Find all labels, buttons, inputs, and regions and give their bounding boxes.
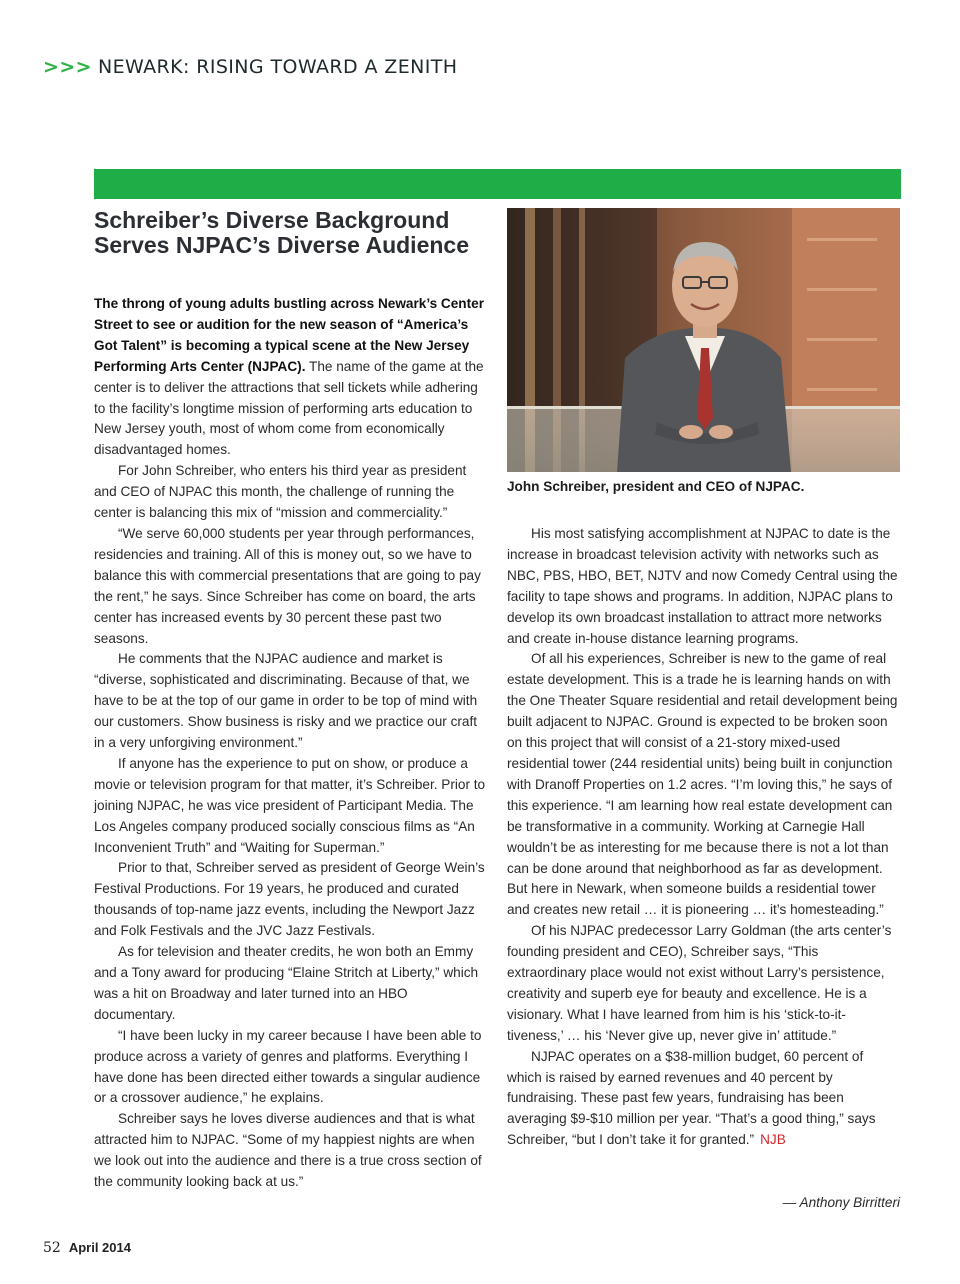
paragraph: “We serve 60,000 students per year through performances, residencies and training. All of this is money out, so we have to balance this with commercial presentations that are going to pay the rent,” he says. Since Schreiber has come on board, the arts center has increased events by 30 percent these past two seasons.	[94, 525, 481, 646]
page-number: 52	[43, 1240, 61, 1256]
paragraph: He comments that the NJPAC audience and market is “diverse, sophisticated and discriminating. Because of that, we have to be at the top of our game in order to be top of mind with our customers. Show business is risky and we practice our craft in a very unforgiving environment.”	[94, 651, 478, 751]
paragraph: Prior to that, Schreiber served as president of George Wein’s Festival Productions. For 19 years, he produced and curated thousands of top-name jazz events, including the Newport Jazz and Folk Festivals and the JVC Jazz Festivals.	[94, 860, 485, 939]
section-title: NEWARK: RISING TOWARD A ZENITH	[97, 56, 458, 78]
right-column	[507, 524, 901, 1151]
paragraph: “I have been lucky in my career because I have been able to produce across a variety of genres and platforms. Everything I have done has been directed either towards a singular audience or a crossover audience,” he explains.	[94, 1027, 482, 1106]
headline-line-2: Serves NJPAC’s Diverse Audience	[94, 232, 469, 258]
article-headline	[94, 208, 494, 258]
accent-bar	[94, 169, 901, 199]
final-paragraph-text: NJPAC operates on a $38-million budget, 60 percent of which is raised by earned revenues and 40 percent by fundraising. These past few years, fundraising has been averaging $9-$10 million per year. “That’s a good thing,” says Schreiber, “but I don’t take it for granted.”	[507, 1048, 876, 1148]
headline-line-1: Schreiber’s Diverse Background	[94, 207, 450, 233]
paragraph: His most satisfying accomplishment at NJPAC to date is the increase in broadcast television activity with networks such as NBC, PBS, HBO, BET, NJTV and now Comedy Central using the facility to tape shows and programs. In addition, NJPAC plans to develop its own broadcast installation to attract more networks and create in-house distance learning programs.	[507, 526, 898, 646]
portrait-photo	[507, 208, 900, 472]
end-mark: NJB	[760, 1132, 786, 1148]
photo-caption: John Schreiber, president and CEO of NJPAC.	[507, 479, 805, 494]
paragraph: Schreiber says he loves diverse audiences and that is what attracted him to NJPAC. “Some of my happiest nights are when we look out into the audience and there is a true cross section of the community looking back at us.”	[94, 1111, 482, 1190]
section-marker: >>>	[43, 56, 92, 78]
lead-sentence: The throng of young adults bustling across Newark’s Center Street to see or audition for the new season of “America’s Got Talent” is becoming a typical scene at the New Jersey Performing Arts Center (NJPAC).	[94, 296, 484, 374]
paragraph: Of all his experiences, Schreiber is new to the game of real estate development. This is a trade he is learning hands on with the One Theater Square residential and retail development being built adjacent to NJPAC. Ground is expected to be broken soon on this project that will consist of a 21-story mixed-used residential tower (244 residential units) being built in conjunction with Dranoff Properties on 1.2 acres. “I’m loving this,” he says of this experience. “I am learning how real estate development can be transformative in a community. Working at Carnegie Hall wouldn’t be as interesting for me because there is not a lot than can be done around that neighborhood as far as development. But here in Newark, when someone builds a residential tower and creates new retail … it is pioneering … it’s homesteading.”	[507, 651, 898, 918]
paragraph: For John Schreiber, who enters his third year as president and CEO of NJPAC this month, the challenge of running the center is balancing this mix of “mission and commerciality.”	[94, 463, 467, 521]
section-header	[43, 56, 457, 78]
lead-paragraph-rest: The name of the game at the center is to deliver the attractions that sell tickets while adhering to the facility’s longtime mission of performing arts education to New Jersey youth, most of whom come from economically disadvantaged homes.	[94, 358, 484, 458]
paragraph: As for television and theater credits, he won both an Emmy and a Tony award for producing “Elaine Stritch at Liberty,” which was a hit on Broadway and later turned into an HBO documentary.	[94, 944, 479, 1022]
author-byline: — Anthony Birritteri	[782, 1195, 900, 1210]
left-column	[94, 294, 488, 1193]
page-footer	[43, 1240, 131, 1256]
lead-paragraph	[94, 294, 488, 461]
portrait-illustration	[507, 208, 900, 472]
final-paragraph	[507, 1047, 901, 1152]
issue-date: April 2014	[68, 1240, 131, 1255]
paragraph: If anyone has the experience to put on show, or produce a movie or television program for that matter, it’s Schreiber. Prior to joining NJPAC, he was vice president of Participant Media. The Los Angeles company produced socially conscious films as “An Inconvenient Truth” and “Waiting for Superman.”	[94, 755, 486, 855]
paragraph: Of his NJPAC predecessor Larry Goldman (the arts center’s founding president and CEO), Schreiber says, “This extraordinary place would not exist without Larry’s persistence, creativity and superb eye for beauty and excellence. He is a visionary. What I have learned from him is his ‘stick-to-it-tiveness,’ … his ‘Never give up, never give in’ attitude.”	[507, 923, 892, 1043]
